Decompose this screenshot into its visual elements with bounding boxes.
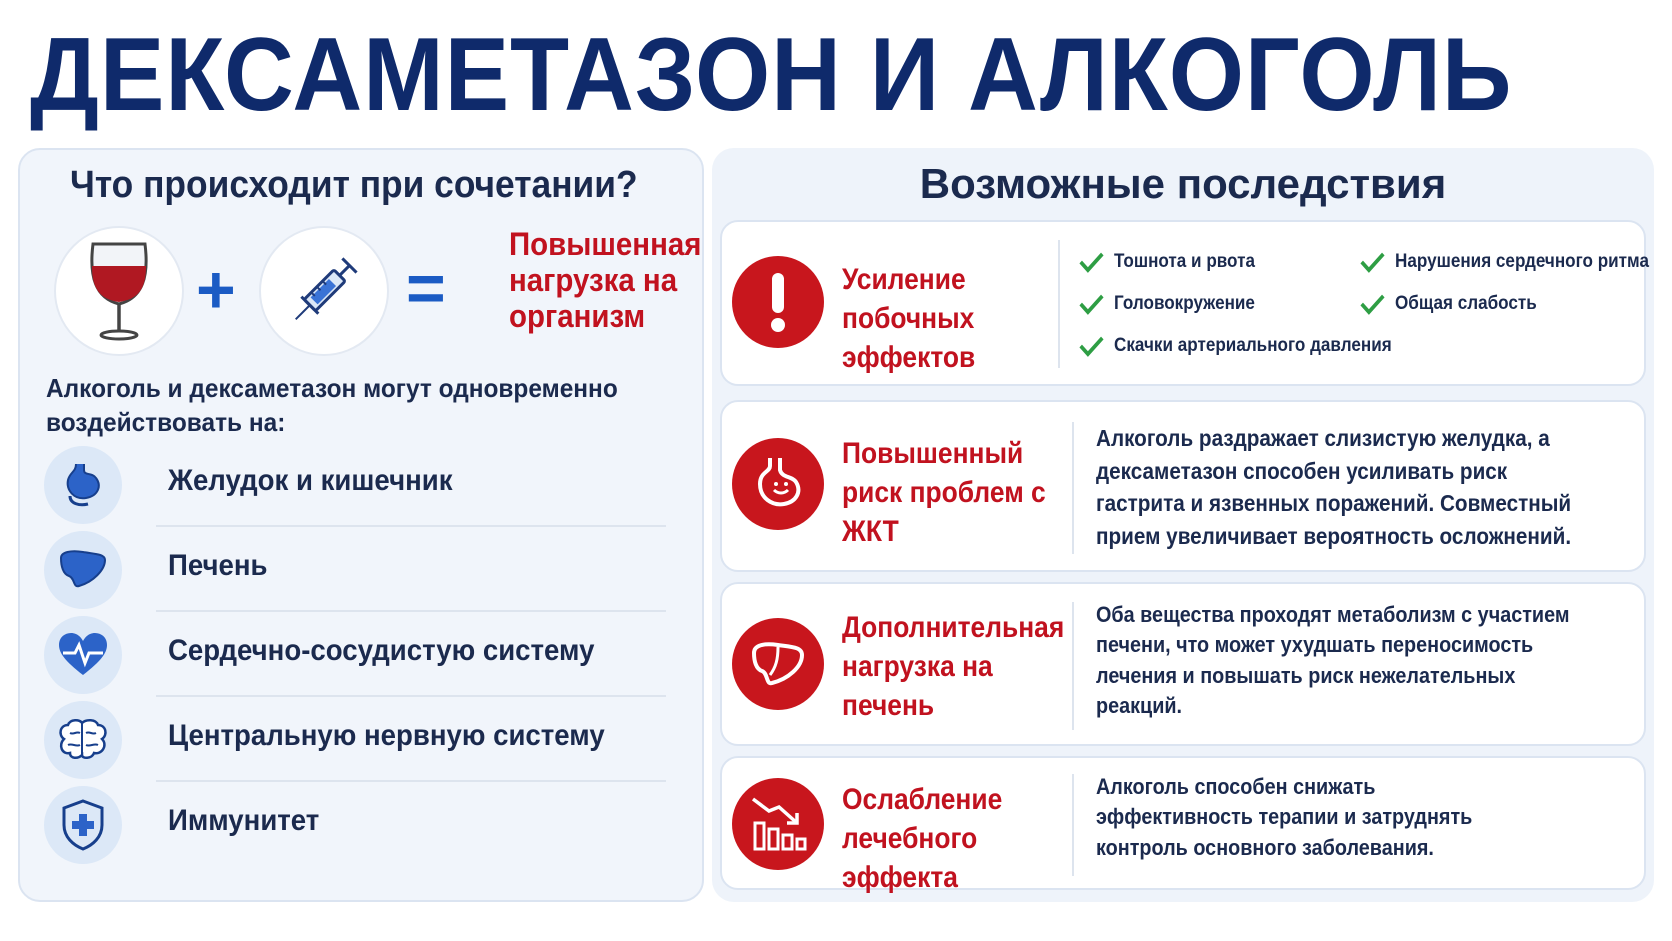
list-item [44,527,674,612]
card-description: Алкоголь раздражает слизистую желудка, а дексаметазон способен усиливать риск гастрита и язвенных поражений. Совместный прием увеличивает вероятность осложнений. [1096,425,1572,549]
effect-label: Общая слабость [1395,293,1537,314]
stomach-icon [732,438,824,530]
card-description: Алкоголь способен снижать эффективность терапии и затруднять контроль основного заболевания. [1096,774,1473,860]
check-icon [1078,334,1105,358]
list-item [44,612,674,697]
effect-label: Нарушения сердечного ритма [1395,251,1649,272]
interaction-heading: Что происходит при сочетании? [70,164,638,206]
list-item [44,782,674,867]
liver-icon [44,531,122,609]
plus-sign: + [196,252,236,328]
consequences-heading: Возможные последствия [919,160,1447,207]
divider [1058,240,1060,368]
organ-label: Иммунитет [168,804,320,837]
check-icon [1078,250,1105,274]
interaction-result: Повышенная нагрузка на организм [509,226,702,335]
consequence-card-side-effects [720,220,1649,386]
brain-icon [44,701,122,779]
liver-icon [732,618,824,710]
exclamation-icon [732,256,824,348]
list-item [1078,334,1392,358]
card-title: Дополнительная нагрузка на печень [842,611,1065,722]
organ-label: Желудок и кишечник [168,464,453,497]
divider [1072,422,1074,554]
organ-label: Центральную нервную систему [168,719,605,752]
card-title: Повышенный риск проблем с ЖКТ [842,437,1046,548]
effect-label: Тошнота и рвота [1114,251,1255,272]
organ-label: Печень [168,549,268,582]
divider [1072,602,1074,730]
list-item [1359,292,1537,316]
stomach-icon [44,446,122,524]
affected-organs-list [44,442,674,867]
card-title: Усиление побочных эффектов [842,263,976,374]
consequence-card-reduced-effect [720,756,1646,894]
consequences-panel [712,148,1654,902]
interaction-equation [54,226,702,366]
interaction-intro: Алкоголь и дексаметазон могут одновременно воздействовать на: [46,373,618,437]
check-icon [1359,250,1386,274]
shield-plus-icon [44,786,122,864]
organ-label: Сердечно-сосудистую систему [168,634,595,667]
interaction-panel [18,148,704,902]
consequence-card-gi-risk [720,400,1646,572]
check-icon [1078,292,1105,316]
consequence-card-liver-load [720,582,1646,746]
effect-label: Скачки артериального давления [1114,335,1392,356]
card-description: Оба вещества проходят метаболизм с участием печени, что может ухудшать переносимость лечения и повышать риск нежелательных реакций. [1096,602,1570,719]
equals-sign: = [406,250,446,326]
divider [1072,774,1074,876]
list-item [44,442,674,527]
card-title: Ослабление лечебного эффекта [842,783,1003,894]
check-icon [1359,292,1386,316]
list-item [1078,292,1255,316]
declining-chart-icon [732,778,824,870]
list-item [44,697,674,782]
wine-glass-icon [54,226,184,356]
list-item [1359,250,1649,274]
list-item [1078,250,1255,274]
page-title: ДЕКСАМЕТАЗОН И АЛКОГОЛЬ [30,17,1513,133]
syringe-icon [259,226,389,356]
effect-label: Головокружение [1114,293,1255,314]
heart-pulse-icon [44,616,122,694]
